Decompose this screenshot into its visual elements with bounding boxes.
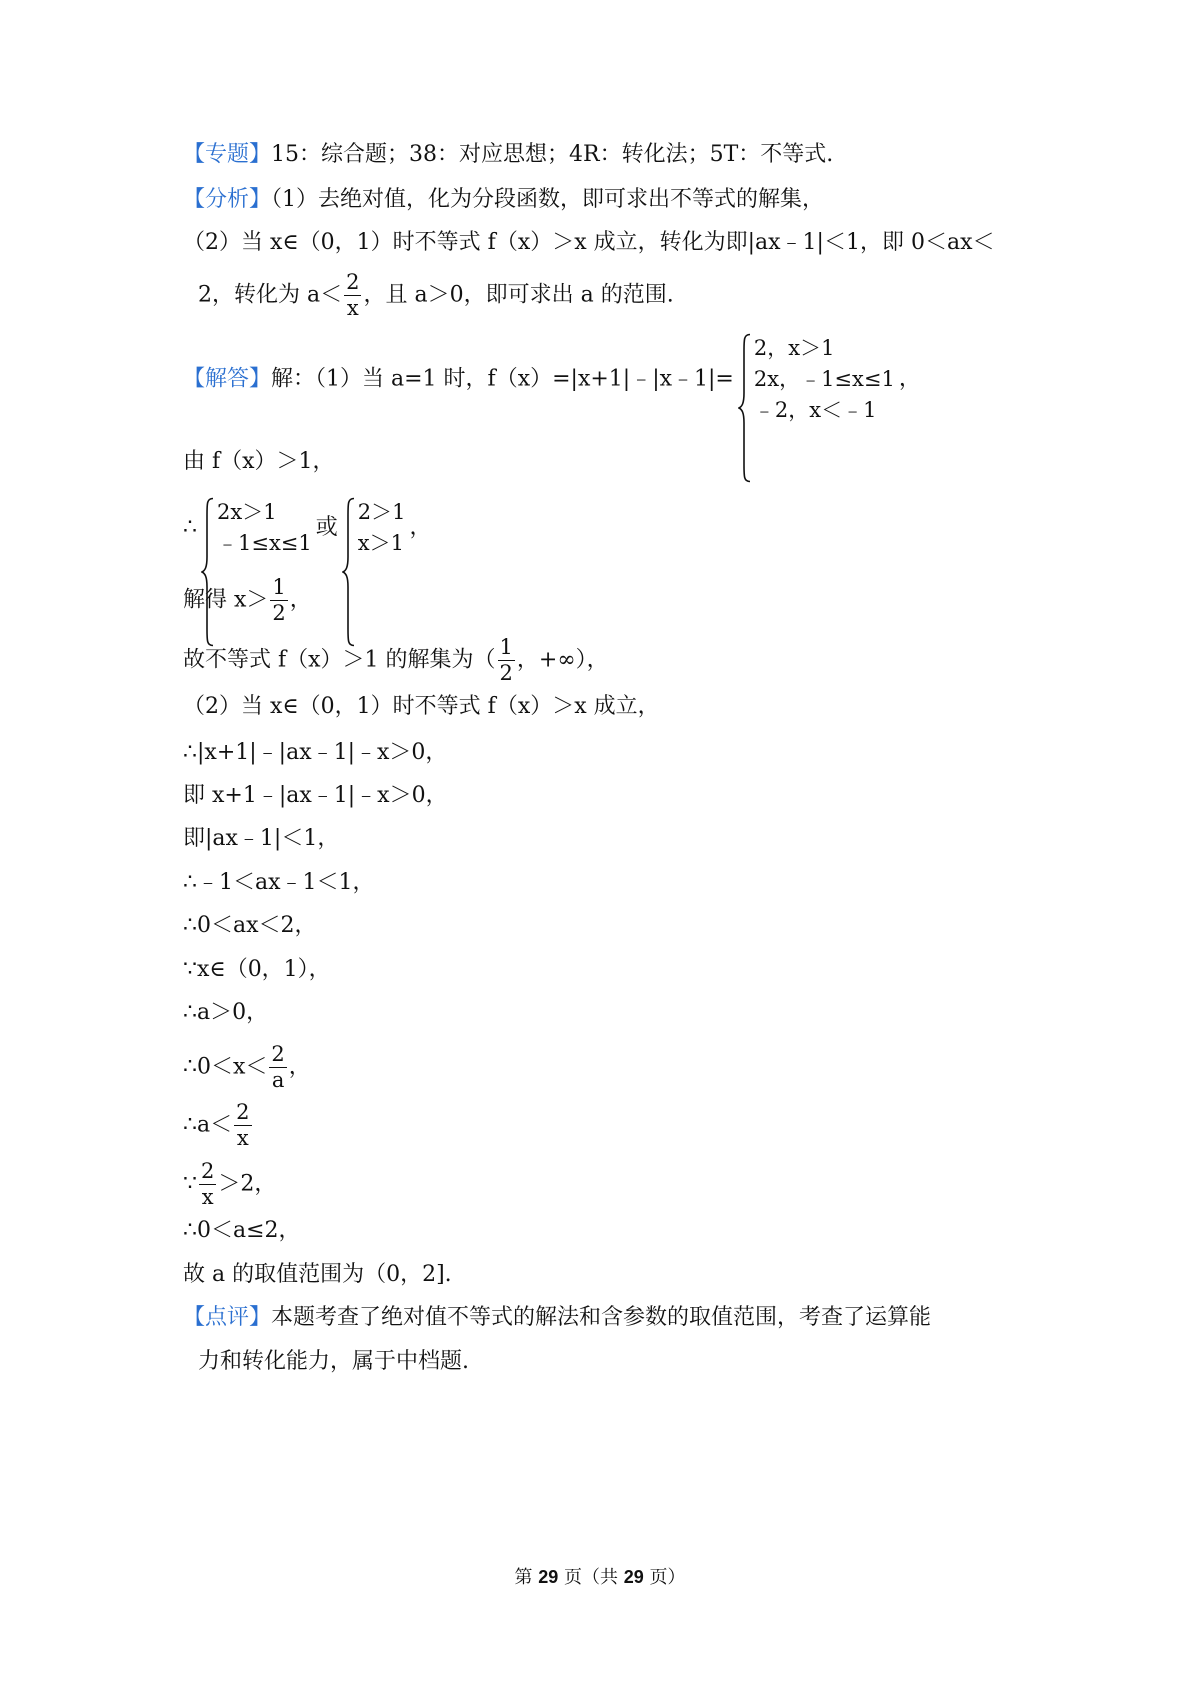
page-total: 29 — [623, 1567, 644, 1587]
system-1-row-1: 2x＞1 — [217, 500, 277, 524]
left-brace-icon — [738, 333, 752, 483]
system-2 — [342, 497, 406, 559]
s2-text: 即 x+1﹣|ax﹣1|﹣x＞0， — [183, 783, 448, 808]
comment-tag: 【点评】 — [183, 1305, 272, 1330]
page-number: 29 — [538, 1567, 559, 1587]
s10-fraction — [199, 1161, 216, 1208]
analysis-line-2 — [183, 228, 994, 258]
fraction-denominator: x — [201, 1185, 214, 1209]
solution-s8 — [183, 1044, 311, 1091]
s9-text: ∴a＜ — [183, 1112, 233, 1138]
s3-text: 即|ax﹣1|＜1， — [183, 826, 340, 851]
solution-tag: 【解答】 — [183, 366, 272, 392]
step-4-text: 故不等式 f（x）＞1 的解集为（ — [183, 647, 496, 673]
step-1-text: 由 f（x）＞1， — [183, 449, 335, 474]
piecewise-case-2: 2x，﹣1≤x≤1 — [753, 367, 895, 391]
fraction-denominator: x — [236, 1126, 249, 1150]
s6-text: ∵x∈（0，1）， — [183, 957, 331, 982]
step-3-text: 解得 x＞ — [183, 587, 269, 613]
analysis-tag: 【分析】 — [183, 187, 272, 212]
piecewise-case-1: 2，x＞1 — [753, 336, 835, 360]
solution-s9 — [183, 1102, 254, 1149]
step-3-fraction — [270, 577, 287, 624]
s12-text: 故 a 的取值范围为（0，2]. — [183, 1262, 452, 1287]
piecewise-case-3: ﹣2，x＜﹣1 — [753, 398, 877, 422]
solution-step-3 — [183, 577, 312, 624]
step-4-end: ，+∞）， — [516, 647, 609, 673]
fraction-numerator: 2 — [236, 1100, 250, 1124]
system-2-row-2: x＞1 — [357, 531, 404, 555]
or-text: 或 — [315, 515, 338, 540]
fraction-numerator: 2 — [271, 1042, 285, 1066]
analysis-text-3b: ，且 a＞0，即可求出 a 的范围. — [363, 282, 674, 308]
analysis-text-1: （1）去绝对值，化为分段函数，即可求出不等式的解集， — [271, 187, 825, 212]
solution-step-1 — [183, 447, 335, 477]
footer-mid: 页（共 — [558, 1567, 624, 1588]
step-4-fraction — [498, 637, 515, 684]
solution-s10 — [183, 1161, 276, 1208]
topic-text: 15：综合题；38：对应思想；4R：转化法；5T：不等式. — [271, 142, 834, 167]
piecewise-function — [738, 333, 895, 426]
s8-end: ， — [288, 1054, 311, 1080]
therefore-symbol: ∴ — [183, 515, 197, 540]
system-1-row-2: ﹣1≤x≤1 — [217, 531, 312, 555]
solution-step-4 — [183, 637, 609, 684]
solution-s11 — [183, 1216, 301, 1246]
analysis-text-3a: 2，转化为 a＜ — [198, 282, 343, 308]
s8-fraction — [269, 1044, 286, 1091]
footer-post: 页） — [643, 1567, 686, 1588]
system-1 — [201, 497, 312, 559]
solution-s1 — [183, 738, 447, 768]
solution-part-2 — [183, 692, 660, 722]
page-footer — [0, 1563, 1200, 1589]
analysis-text-2: （2）当 x∈（0，1）时不等式 f（x）＞x 成立，转化为即|ax﹣1|＜1，即 0＜ax＜ — [183, 230, 995, 255]
fraction-numerator: 2 — [201, 1159, 215, 1183]
system-2-row-1: 2＞1 — [357, 500, 406, 524]
s10-text: ∵ — [183, 1171, 197, 1197]
fraction-denominator: 2 — [499, 661, 513, 685]
solution-s6 — [183, 955, 331, 985]
left-brace-icon — [342, 497, 356, 647]
footer-pre: 第 — [514, 1567, 539, 1588]
solution-s7 — [183, 998, 268, 1028]
comment-line-1 — [183, 1303, 931, 1333]
step-3-end: ， — [289, 587, 312, 613]
fraction-denominator: a — [271, 1068, 285, 1092]
s11-text: ∴0＜a≤2， — [183, 1218, 301, 1243]
part-2-text: （2）当 x∈（0，1）时不等式 f（x）＞x 成立， — [183, 694, 660, 719]
piecewise-end: ， — [898, 366, 921, 392]
left-brace-icon — [201, 497, 215, 647]
solution-s3 — [183, 824, 339, 854]
solution-s5 — [183, 911, 317, 941]
topic-line — [183, 140, 833, 170]
solution-s2 — [183, 781, 448, 811]
topic-tag: 【专题】 — [183, 142, 272, 167]
s10-end: ＞2， — [218, 1171, 277, 1197]
analysis-line-3 — [198, 272, 674, 319]
analysis-fraction — [344, 272, 361, 319]
solution-systems-line — [183, 497, 432, 559]
s7-text: ∴a＞0， — [183, 1000, 269, 1025]
s8-text: ∴0＜x＜ — [183, 1054, 268, 1080]
comment-line-2 — [198, 1347, 469, 1377]
system-end: ， — [409, 515, 432, 540]
s9-fraction — [234, 1102, 251, 1149]
fraction-denominator: 2 — [272, 601, 286, 625]
s1-text: ∴|x+1|﹣|ax﹣1|﹣x＞0， — [183, 740, 448, 765]
s4-text: ∴﹣1＜ax﹣1＜1， — [183, 870, 375, 895]
analysis-line-1 — [183, 185, 824, 215]
fraction-numerator: 2 — [346, 270, 360, 294]
solution-intro-line — [183, 333, 921, 426]
comment-text-2: 力和转化能力，属于中档题. — [198, 1349, 469, 1374]
fraction-denominator: x — [346, 296, 359, 320]
solution-s12 — [183, 1260, 452, 1290]
solution-intro: 解：（1）当 a=1 时，f（x）=|x+1|﹣|x﹣1|= — [271, 366, 734, 392]
s5-text: ∴0＜ax＜2， — [183, 913, 317, 938]
fraction-numerator: 1 — [272, 575, 286, 599]
comment-text-1: 本题考查了绝对值不等式的解法和含参数的取值范围，考查了运算能 — [271, 1305, 932, 1330]
solution-s4 — [183, 868, 375, 898]
fraction-numerator: 1 — [499, 635, 513, 659]
